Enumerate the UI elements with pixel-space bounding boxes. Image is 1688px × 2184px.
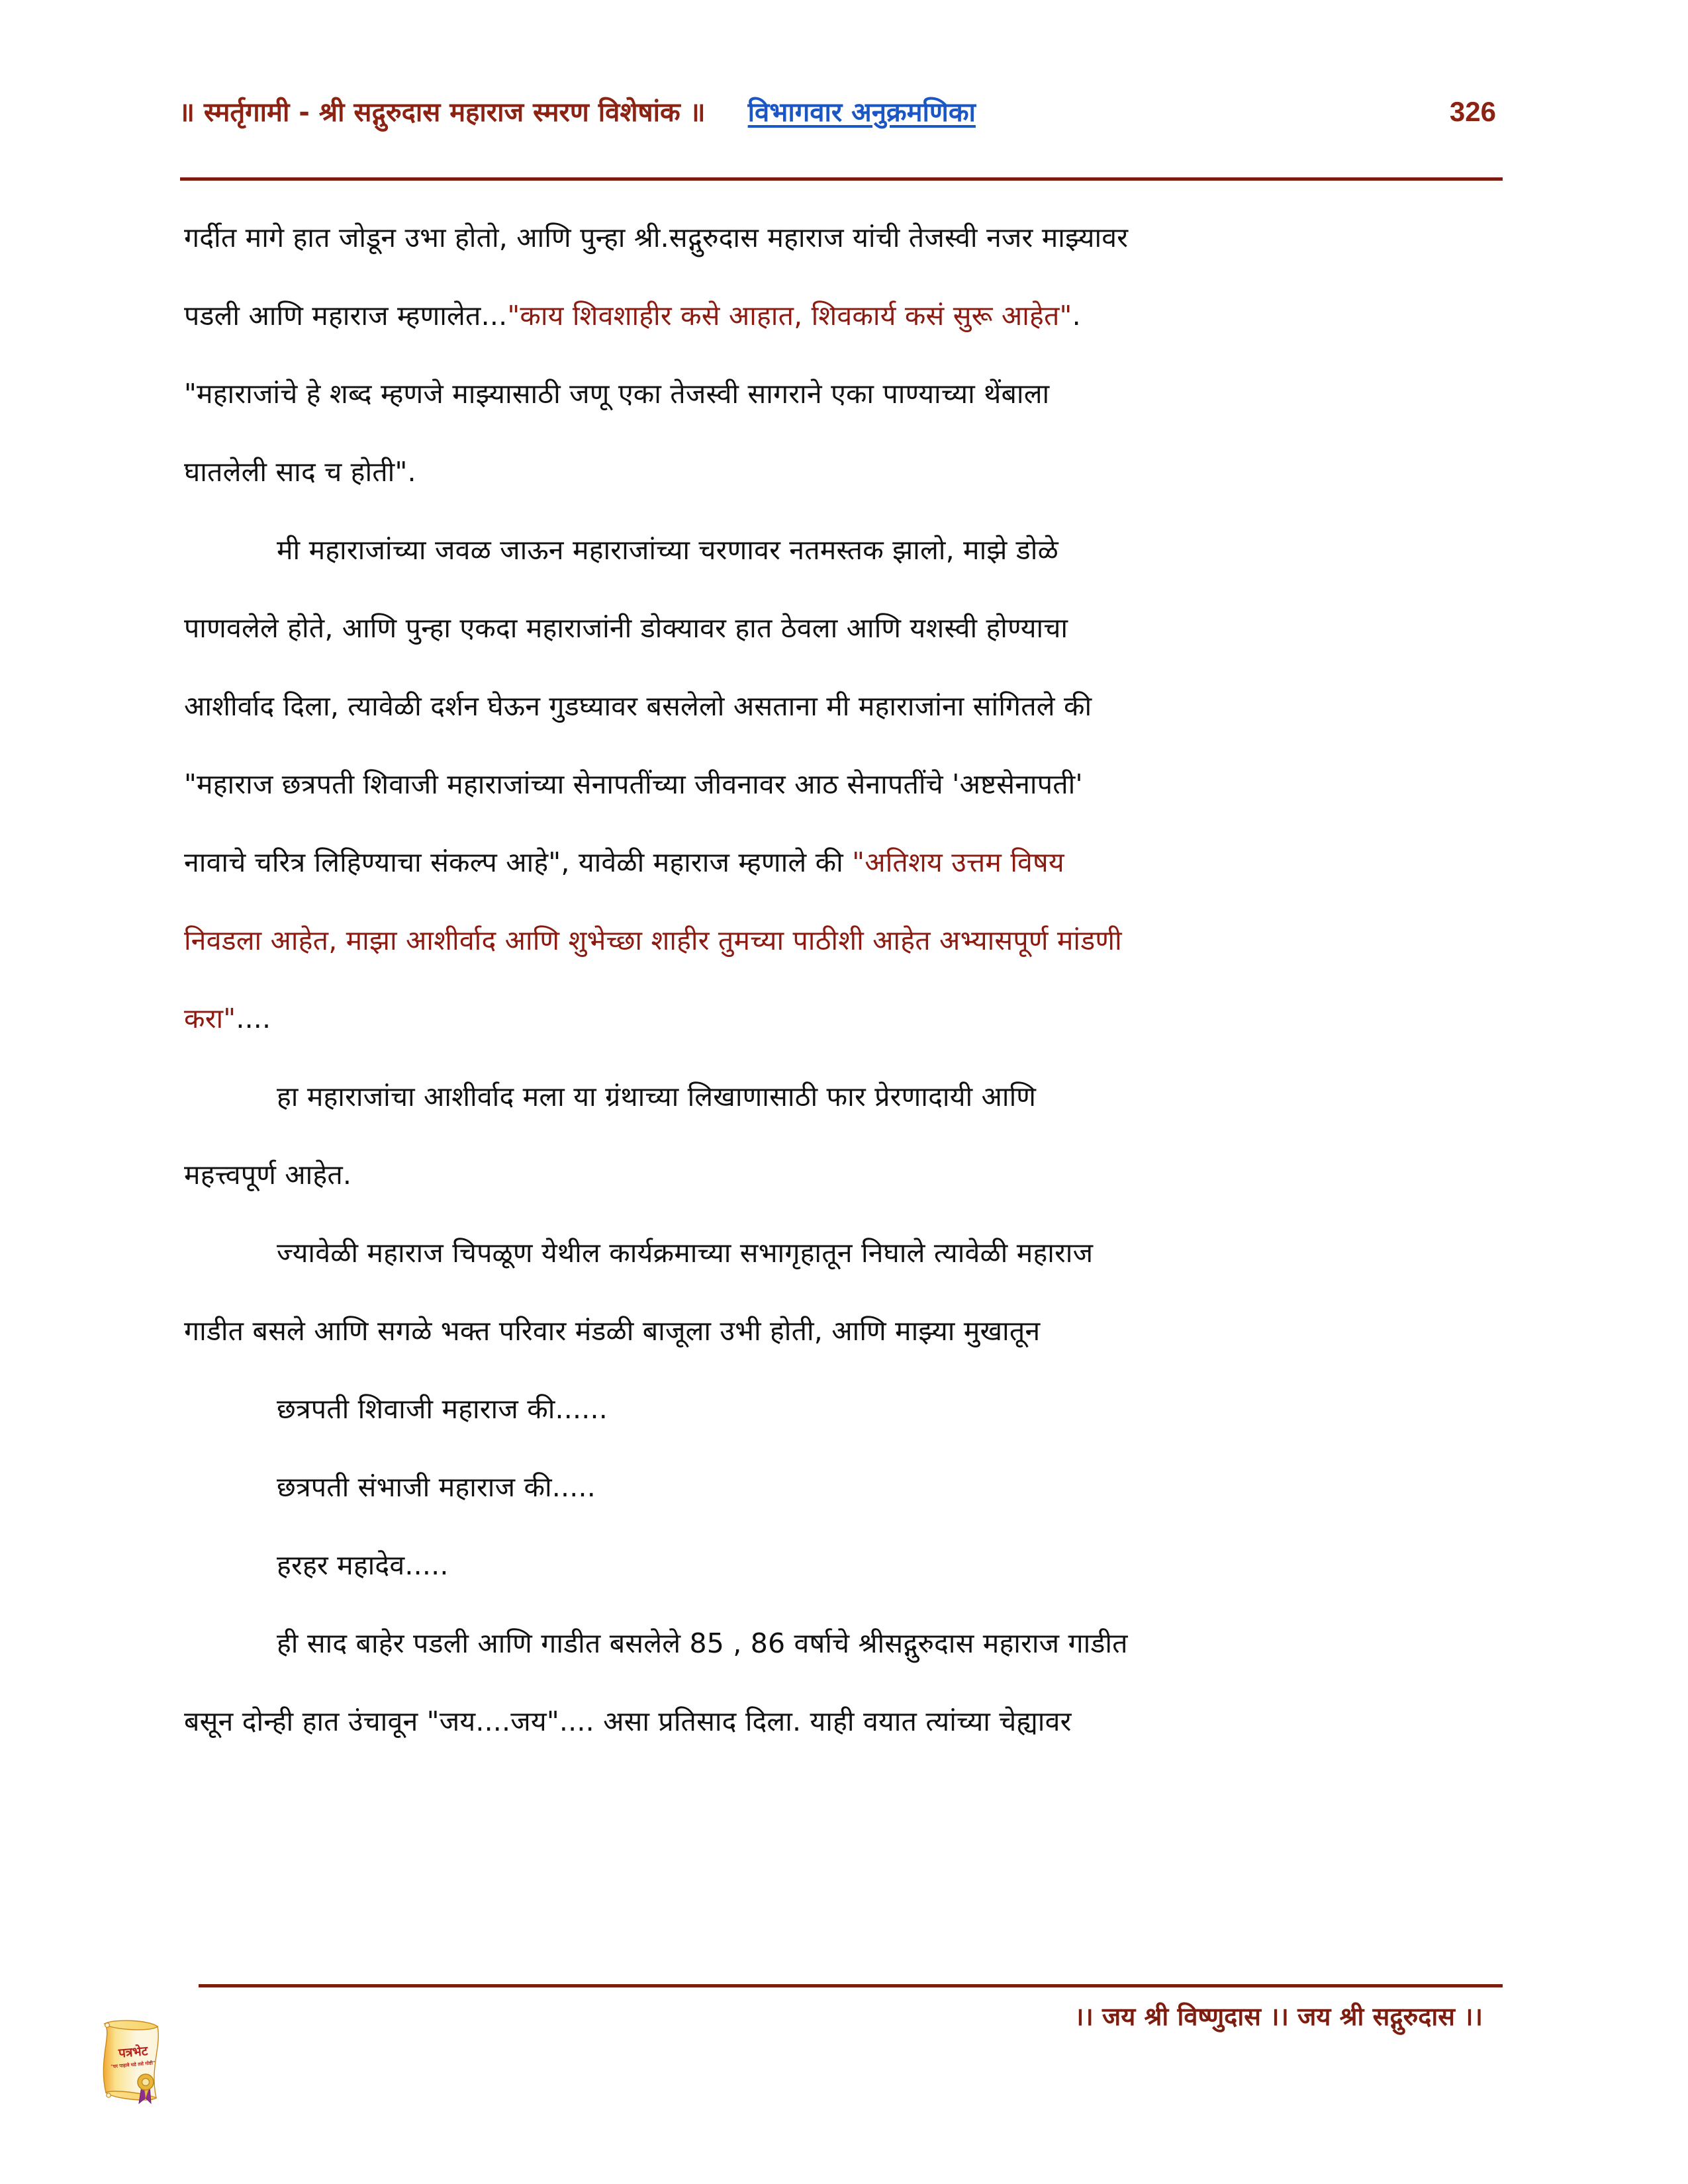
footer-invocation: ।। जय श्री विष्णुदास ।। जय श्री सद्गुरुदास ।। xyxy=(1074,2002,1483,2031)
body-text-run: हा महाराजांचा आशीर्वाद मला या ग्रंथाच्या लिखाणासाठी फार प्रेरणादायी आणि xyxy=(277,1081,1037,1113)
body-line xyxy=(184,199,1501,277)
body-text-run: मी महाराजांच्या जवळ जाऊन महाराजांच्या चरणावर नतमस्तक झालो, माझे डोळे xyxy=(277,534,1058,566)
body-line xyxy=(184,511,1501,589)
quoted-text-highlight: करा" xyxy=(184,1003,236,1034)
body-text-run: पडली आणि महाराज म्हणालेत... xyxy=(184,300,508,332)
body-text-run: ज्यावेळी महाराज चिपळूण येथील कार्यक्रमाच्या सभागृहातून निघाले त्यावेळी महाराज xyxy=(277,1237,1094,1269)
body-text-run: महत्त्वपूर्ण आहेत. xyxy=(184,1159,352,1191)
body-text-run: घातलेली साद च होती". xyxy=(184,456,416,488)
body-text-run: पाणवलेले होते, आणि पुन्हा एकदा महाराजांनी डोक्यावर हात ठेवला आणि यशस्वी होण्याचा xyxy=(184,612,1068,644)
body-line xyxy=(184,277,1501,355)
body-line xyxy=(184,1682,1501,1760)
body-line xyxy=(184,1448,1501,1526)
body-line xyxy=(184,1370,1501,1448)
body-line xyxy=(184,589,1501,667)
body-line xyxy=(184,1292,1501,1370)
body-text xyxy=(184,199,1501,1760)
logo-tagline: "घर पाहावे घडे तसे गोष्टी" xyxy=(110,2060,156,2070)
body-line xyxy=(184,1604,1501,1682)
body-text-run: गाडीत बसले आणि सगळे भक्त परिवार मंडळी बाजूला उभी होती, आणि माझ्या मुखातून xyxy=(184,1315,1041,1347)
body-text-run: बसून दोन्ही हात उंचावून "जय....जय".... असा प्रतिसाद दिला. याही वयात त्यांच्या चेह्यावर xyxy=(184,1706,1072,1737)
body-text-run: हरहर महादेव..... xyxy=(277,1549,449,1581)
header-divider xyxy=(180,177,1503,181)
quoted-text-highlight: "काय शिवशाहीर कसे आहात, शिवकार्य कसं सुरू आहेत" xyxy=(507,300,1072,332)
body-line xyxy=(184,1526,1501,1604)
body-line xyxy=(184,745,1501,823)
footer-divider xyxy=(199,1984,1503,1987)
body-text-run: . xyxy=(1072,300,1081,332)
page-header xyxy=(179,93,1496,152)
body-text-run: नावाचे चरित्र लिहिण्याचा संकल्प आहे", यावेळी महाराज म्हणाले की xyxy=(184,846,853,878)
body-line xyxy=(184,1214,1501,1292)
page-number: 326 xyxy=(1449,96,1496,127)
publication-title: ॥ स्मर्तृगामी - श्री सद्गुरुदास महाराज स्मरण विशेषांक ॥ xyxy=(179,97,706,128)
patrabhet-scroll-logo xyxy=(93,2012,172,2105)
body-line xyxy=(184,1058,1501,1136)
body-line xyxy=(184,667,1501,745)
body-text-run: ही साद बाहेर पडली आणि गाडीत बसलेले 85 , 86 वर्षाचे श्रीसद्गुरुदास महाराज गाडीत xyxy=(277,1627,1128,1659)
body-text-run: छत्रपती संभाजी महाराज की..... xyxy=(277,1471,596,1503)
quoted-text-highlight: "अतिशय उत्तम विषय xyxy=(852,846,1064,878)
body-line xyxy=(184,1136,1501,1214)
body-text-run: .... xyxy=(236,1003,271,1034)
body-line xyxy=(184,355,1501,433)
body-line xyxy=(184,433,1501,511)
body-line xyxy=(184,823,1501,901)
body-text-run: "महाराज छत्रपती शिवाजी महाराजांच्या सेनापतींच्या जीवनावर आठ सेनापतींचे 'अष्टसेनापती' xyxy=(184,768,1083,800)
body-text-run: गर्दीत मागे हात जोडून उभा होतो, आणि पुन्हा श्री.सद्गुरुदास महाराज यांची तेजस्वी नजर माझ्यावर xyxy=(184,222,1129,253)
body-text-run: छत्रपती शिवाजी महाराज की...... xyxy=(277,1393,608,1425)
body-text-run: "महाराजांचे हे शब्द म्हणजे माझ्यासाठी जणू एका तेजस्वी सागराने एका पाण्याच्या थेंबाला xyxy=(184,378,1050,410)
logo-wordmark: पत्रभेट xyxy=(118,2044,149,2061)
body-text-run: आशीर्वाद दिला, त्यावेळी दर्शन घेऊन गुडघ्यावर बसलेलो असताना मी महाराजांना सांगितले की xyxy=(184,690,1092,722)
body-line xyxy=(184,901,1501,979)
quoted-text-highlight: निवडला आहेत, माझा आशीर्वाद आणि शुभेच्छा शाहीर तुमच्या पाठीशी आहेत अभ्यासपूर्ण मांडणी xyxy=(184,925,1122,956)
body-line xyxy=(184,979,1501,1058)
section-index-link[interactable]: विभागवार अनुक्रमणिका xyxy=(747,97,976,128)
